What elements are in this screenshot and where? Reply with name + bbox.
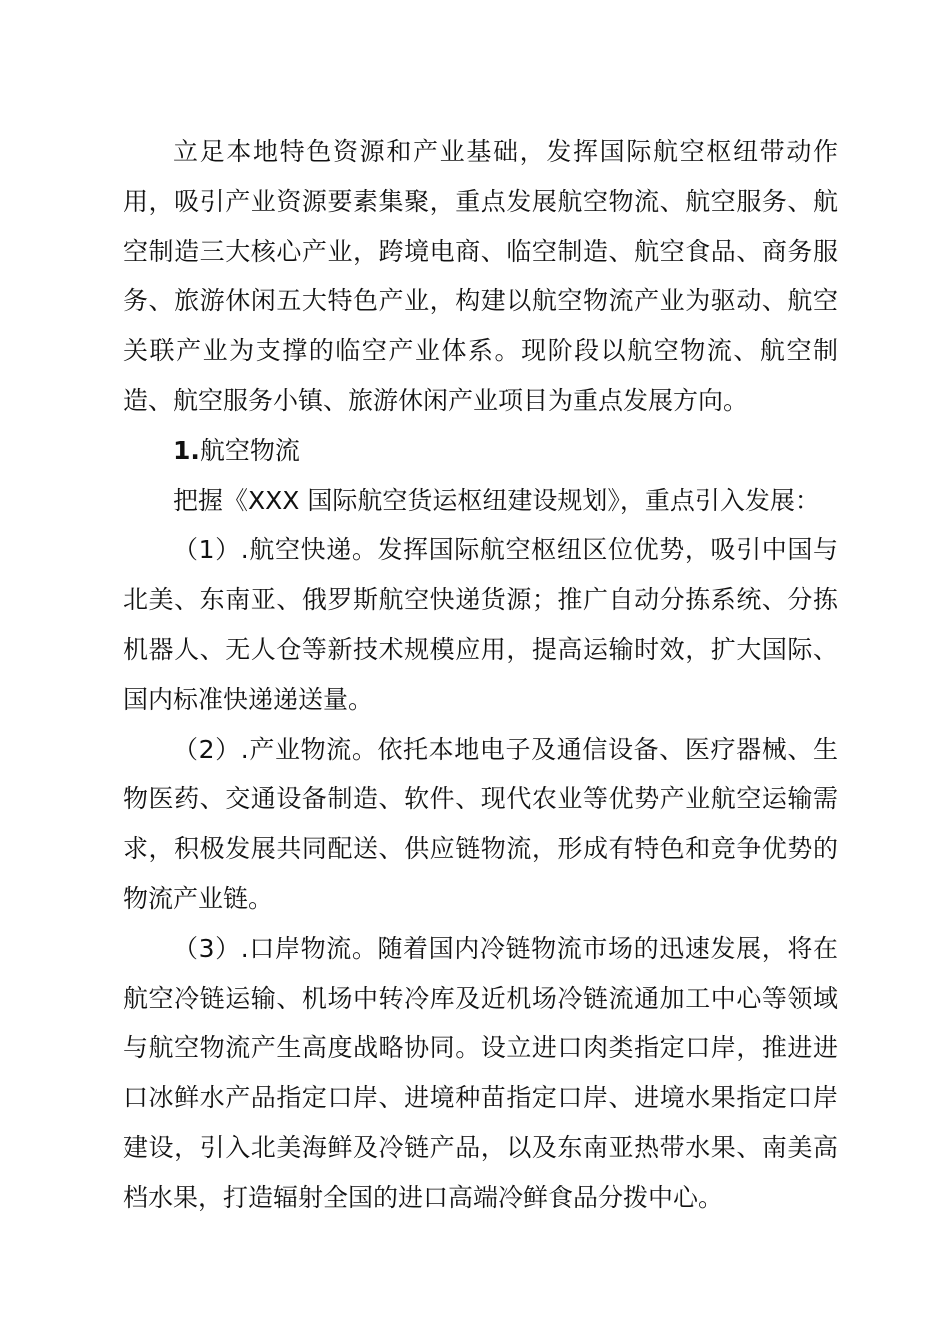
list-item-industrial-logistics: （2）.产业物流。依托本地电子及通信设备、医疗器械、生物医药、交通设备制造、软件、现代农业等优势产业航空运输需求，积极发展共同配送、供应链物流，形成有特色和竞争优势的物流产业链。	[123, 734, 838, 913]
list-item-port-logistics: （3）.口岸物流。随着国内冷链物流市场的迅速发展，将在航空冷链运输、机场中转冷库及近机场冷链流通加工中心等领域与航空物流产生高度战略协同。设立进口肉类指定口岸，推进进口冰鲜水产品指定口岸、进境种苗指定口岸、进境水果指定口岸建设，引入北美海鲜及冷链产品，以及东南亚热带水果、南美高档水果，打造辐射全国的进口高端冷鲜食品分拨中心。	[123, 933, 838, 1212]
section-title: 航空物流	[199, 435, 300, 465]
paragraph-overview: 立足本地特色资源和产业基础，发挥国际航空枢纽带动作用，吸引产业资源要素集聚，重点发展航空物流、航空服务、航空制造三大核心产业，跨境电商、临空制造、航空食品、商务服务、旅游休闲五大特色产业，构建以航空物流产业为驱动、航空关联产业为支撑的临空产业体系。现阶段以航空物流、航空制造、航空服务小镇、旅游休闲产业项目为重点发展方向。	[123, 137, 838, 415]
document-body	[123, 127, 838, 1223]
list-item-air-express: （1）.航空快递。发挥国际航空枢纽区位优势，吸引中国与北美、东南亚、俄罗斯航空快递货源；推广自动分拣系统、分拣机器人、无人仓等新技术规模应用，提高运输时效，扩大国际、国内标准快递递送量。	[123, 535, 838, 714]
paragraph-intro: 把握《XXX 国际航空货运枢纽建设规划》，重点引入发展：	[173, 485, 820, 515]
section-heading	[123, 426, 838, 476]
section-number: 1.	[173, 435, 200, 465]
